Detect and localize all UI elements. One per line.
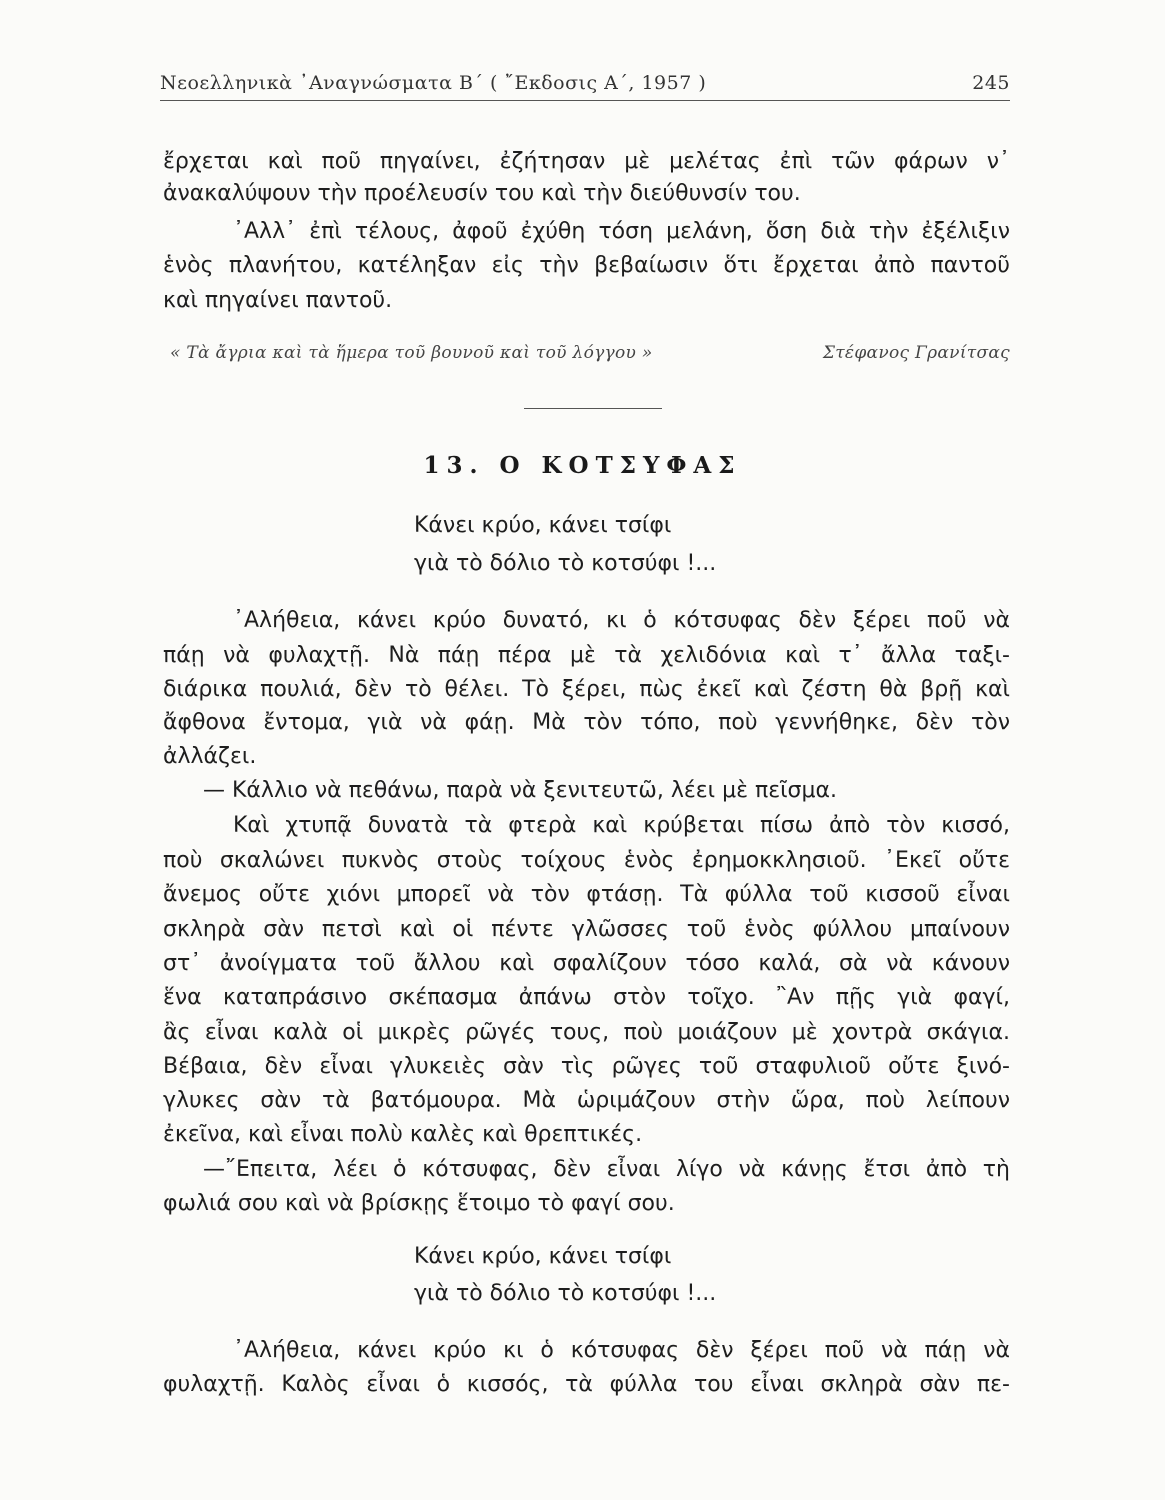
text-line: ἑνὸς πλανήτου, κατέληξαν εἰς τὴν βεβαίωσιν ὅτι ἔρχεται ἀπὸ παντοῦ	[163, 253, 1010, 278]
text-line: φυλαχτῇ. Καλὸς εἶναι ὁ κισσός, τὰ φύλλα του εἶναι σκληρὰ σὰν πε-	[163, 1372, 1010, 1397]
text-line: —῎Επειτα, λέει ὁ κότσυφας, δὲν εἶναι λίγο νὰ κάνῃς ἔτσι ἀπὸ τὴ	[203, 1157, 1010, 1182]
text-line: ποὺ σκαλώνει πυκνὸς στοὺς τοίχους ἑνὸς ἐρημοκκλησιοῦ. ᾿Εκεῖ οὔτε	[163, 848, 1010, 873]
text-line: ἀνακαλύψουν τὴν προέλευσίν του καὶ τὴν διεύθυνσίν του.	[163, 181, 801, 206]
text-line: σκληρὰ σὰν πετσὶ καὶ οἱ πέντε γλῶσσες τοῦ ἑνὸς φύλλου μπαίνουν	[163, 917, 1010, 942]
text-line: ἐκεῖνα, καὶ εἶναι πολὺ καλὲς καὶ θρεπτικές.	[163, 1122, 643, 1147]
verse-line: γιὰ τὸ δόλιο τὸ κοτσύφι !...	[414, 551, 717, 576]
text-line: ἄνεμος οὔτε χιόνι μπορεῖ νὰ τὸν φτάσῃ. Τὰ φύλλα τοῦ κισσοῦ εἶναι	[163, 882, 1010, 907]
text-line: διάρικα πουλιά, δὲν τὸ θέλει. Τὸ ξέρει, πὼς ἐκεῖ καὶ ζέστη θὰ βρῇ καὶ	[163, 677, 1010, 702]
section-divider	[524, 408, 662, 409]
text-line: ἔρχεται καὶ ποῦ πηγαίνει, ἐζήτησαν μὲ μελέτας ἐπὶ τῶν φάρων ν᾿	[163, 149, 1010, 174]
text-line: ἀλλάζει.	[163, 744, 257, 769]
source-title: « Τὰ ἄγρια καὶ τὰ ἥμερα τοῦ βουνοῦ καὶ τοῦ λόγγου »	[170, 343, 653, 363]
verse-line: γιὰ τὸ δόλιο τὸ κοτσύφι !...	[414, 1281, 717, 1306]
author-name: Στέφανος Γρανίτσας	[822, 343, 1010, 363]
text-line: πάῃ νὰ φυλαχτῇ. Νὰ πάῃ πέρα μὲ τὰ χελιδόνια καὶ τ᾿ ἄλλα ταξι-	[163, 643, 1010, 668]
text-line: ᾿Αλλ᾿ ἐπὶ τέλους, ἀφοῦ ἐχύθη τόση μελάνη, ὅση διὰ τὴν ἐξέλιξιν	[233, 219, 1010, 244]
text-line: ᾿Αλήθεια, κάνει κρύο κι ὁ κότσυφας δὲν ξέρει ποῦ νὰ πάῃ νὰ	[233, 1338, 1010, 1363]
attribution	[170, 343, 1010, 373]
verse-line: Κάνει κρύο, κάνει τσίφι	[414, 513, 672, 538]
text-line: φωλιά σου καὶ νὰ βρίσκῃς ἕτοιμο τὸ φαγί σου.	[163, 1191, 675, 1216]
text-line: γλυκες σὰν τὰ βατόμουρα. Μὰ ὡριμάζουν στὴν ὥρα, ποὺ λείπουν	[163, 1088, 1010, 1113]
text-line: ᾿Αλήθεια, κάνει κρύο δυνατό, κι ὁ κότσυφας δὲν ξέρει ποῦ νὰ	[233, 608, 1010, 633]
text-line: καὶ πηγαίνει παντοῦ.	[163, 288, 393, 313]
page-number: 245	[972, 72, 1010, 94]
text-line: στ᾿ ἀνοίγματα τοῦ ἄλλου καὶ σφαλίζουν τόσο καλά, σὰ νὰ κάνουν	[163, 951, 1010, 976]
text-line: Καὶ χτυπᾷ δυνατὰ τὰ φτερὰ καὶ κρύβεται πίσω ἀπὸ τὸν κισσό,	[233, 813, 1010, 838]
verse-line: Κάνει κρύο, κάνει τσίφι	[414, 1244, 672, 1269]
header-title: Νεοελληνικὰ ᾿Αναγνώσματα Β΄ ( ῎Εκδοσις Α΄, 1957 )	[160, 72, 707, 94]
running-header	[160, 72, 1010, 98]
text-line: ἄφθονα ἔντομα, γιὰ νὰ φάῃ. Μὰ τὸν τόπο, ποὺ γεννήθηκε, δὲν τὸν	[163, 710, 1010, 735]
header-rule	[160, 100, 1010, 101]
text-line: ἂς εἶναι καλὰ οἱ μικρὲς ρῶγές τους, ποὺ μοιάζουν μὲ χοντρὰ σκάγια.	[163, 1020, 1010, 1045]
text-line: — Κάλλιο νὰ πεθάνω, παρὰ νὰ ξενιτευτῶ, λέει μὲ πεῖσμα.	[203, 778, 837, 803]
text-line: Βέβαια, δὲν εἶναι γλυκειὲς σὰν τὶς ρῶγες τοῦ σταφυλιοῦ οὔτε ξινό-	[163, 1054, 1010, 1079]
text-line: ἕνα καταπράσινο σκέπασμα ἀπάνω στὸν τοῖχο. ῍Αν πῇς γιὰ φαγί,	[163, 985, 1010, 1010]
chapter-title: 13. Ο ΚΟΤΣΥΦΑΣ	[423, 452, 742, 479]
